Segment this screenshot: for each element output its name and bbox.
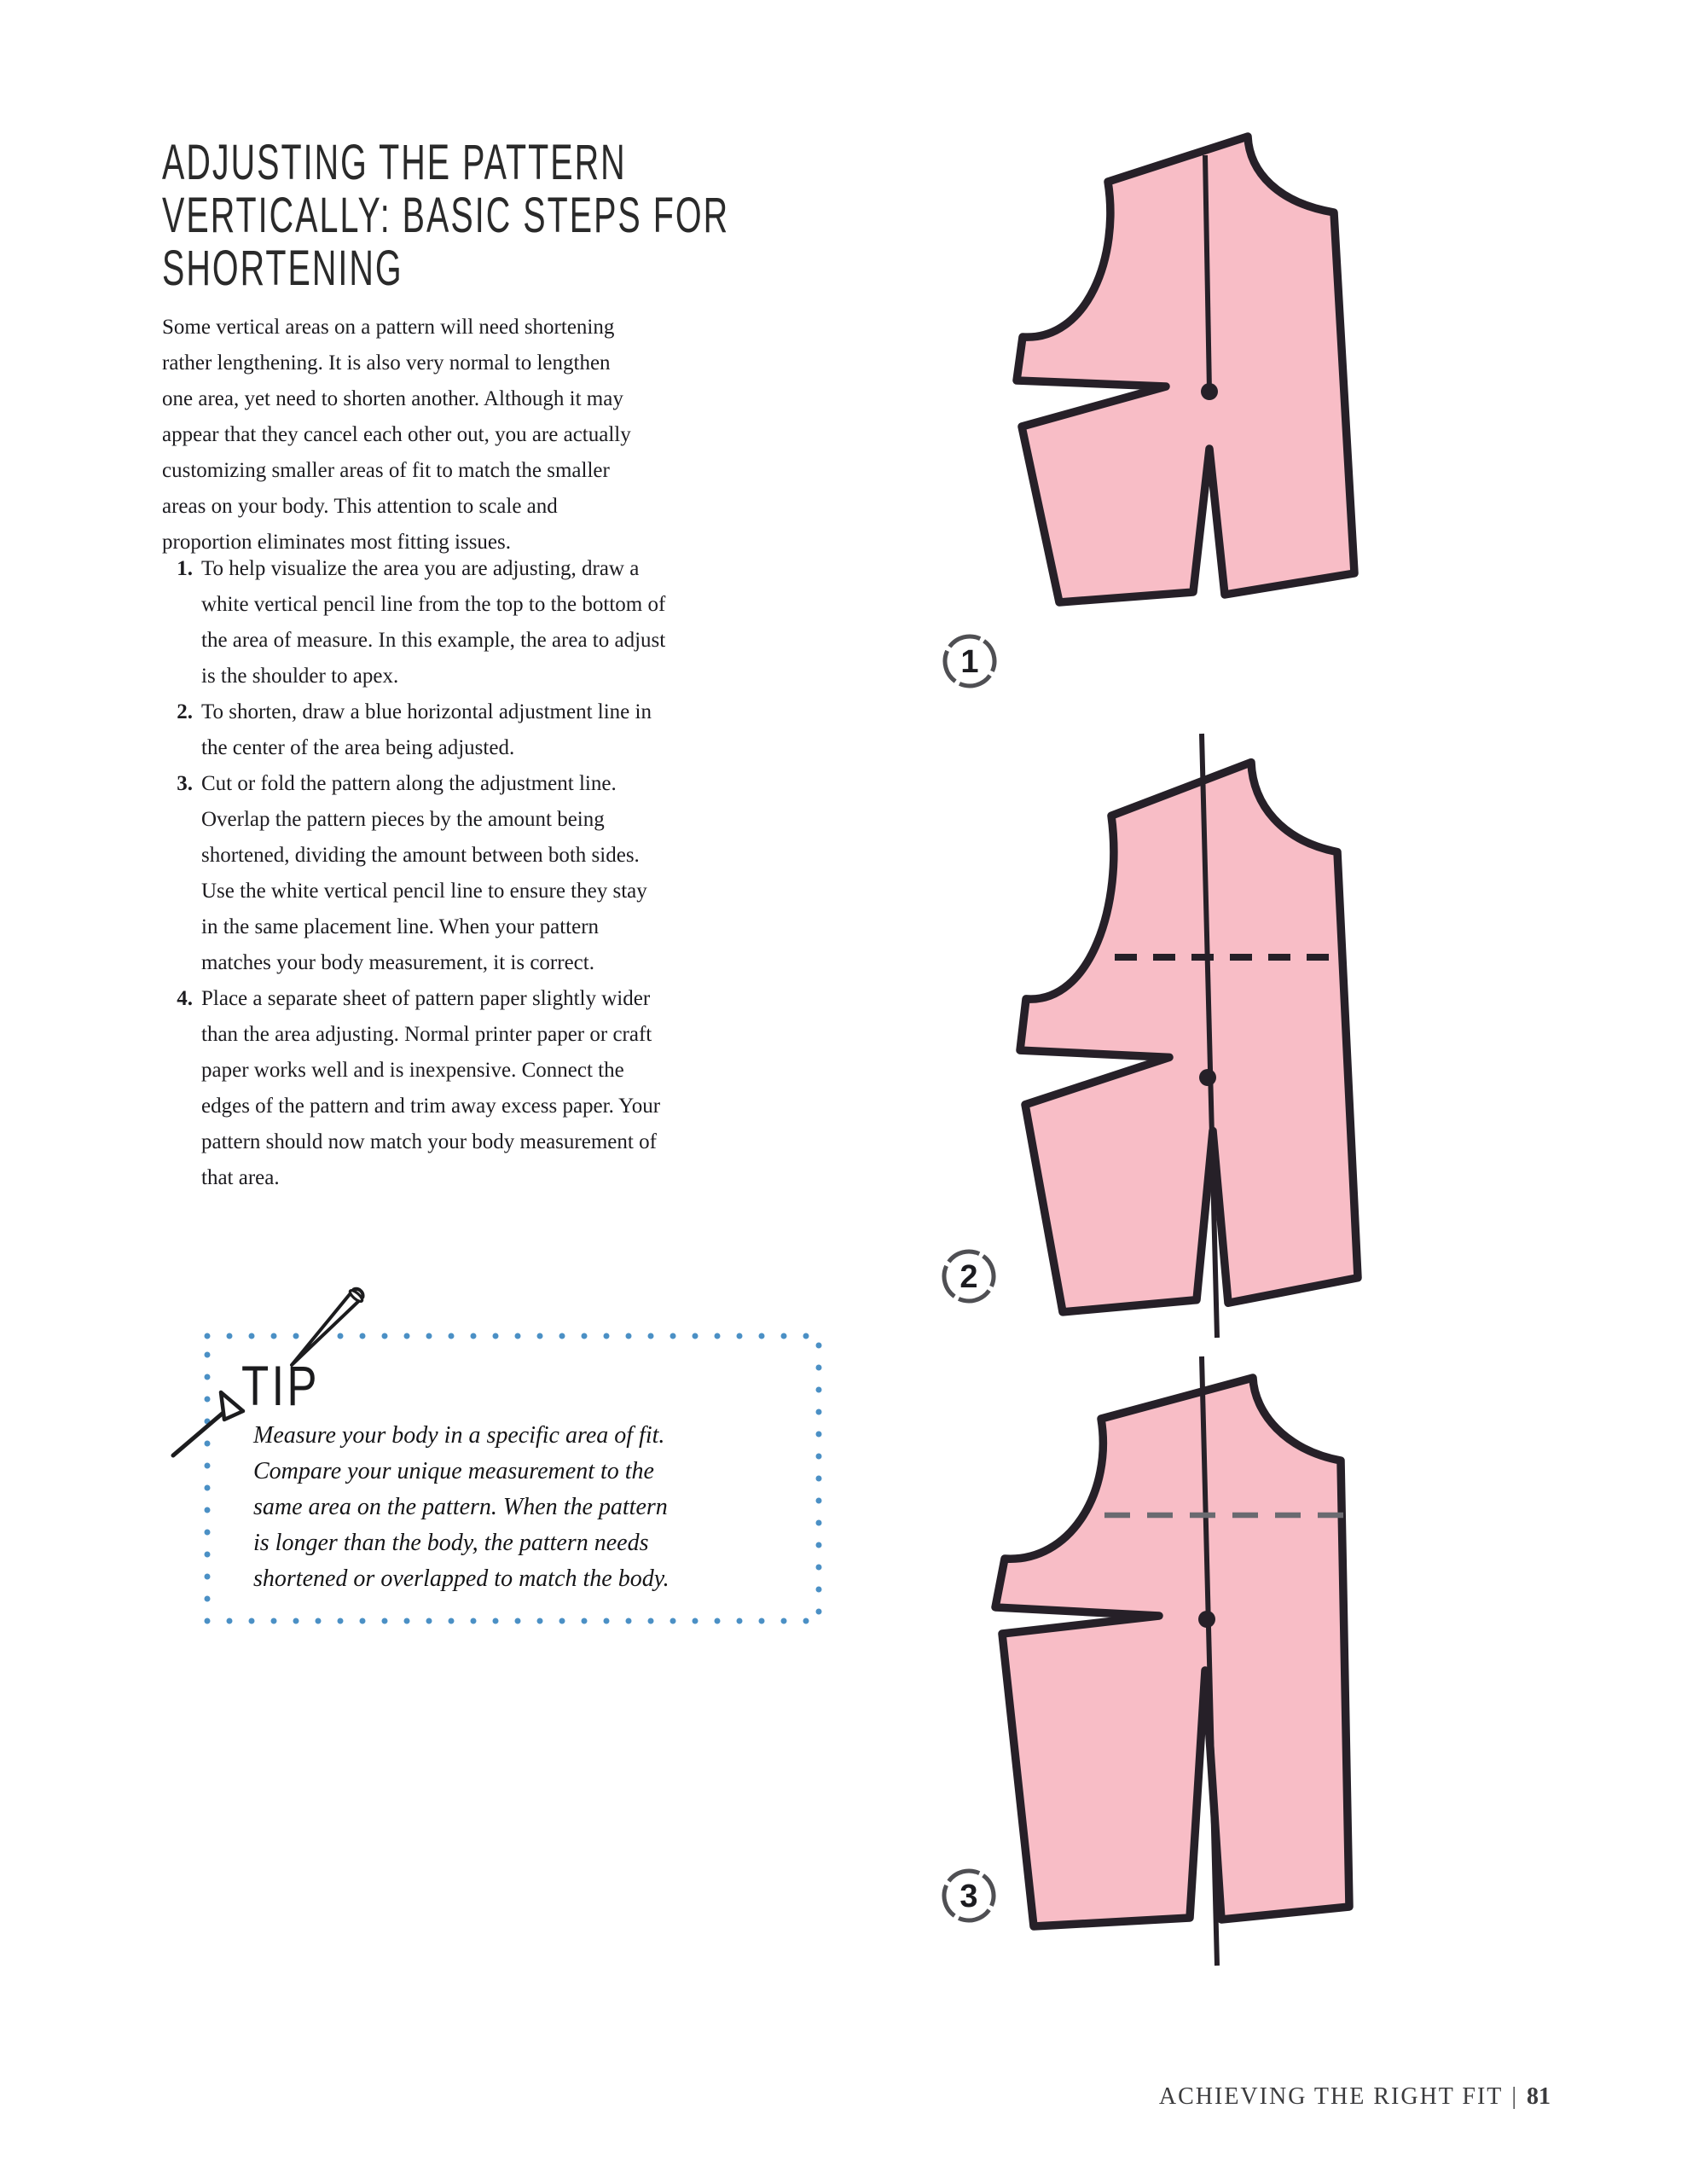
bodice-pattern-piece [1017,136,1354,602]
tip-box [200,1329,826,1628]
step-number: 2. [177,700,193,723]
figure-3-badge [940,1867,998,1925]
apex-point [1201,383,1218,400]
tip-text-line: is longer than the body, the pattern needs [253,1530,649,1556]
tip-text-line: Measure your body in a specific area of fit. [253,1422,665,1449]
page-title-line-1: ADJUSTING THE PATTERN [162,135,627,190]
apex-point [1199,1069,1216,1086]
pattern-figure-1 [917,119,1382,614]
figure-number: 2 [959,1259,978,1295]
step-item-4 [162,981,691,1196]
page-title [162,135,730,296]
page-footer [1159,2083,1551,2111]
figure-1-badge [941,632,999,690]
straight-pin-icon [165,1387,253,1476]
step-item-3 [162,766,691,981]
figure-number: 3 [959,1879,978,1914]
step-text: To shorten, draw a blue horizontal adjustment line in the center of the area being adjusted. [201,700,652,759]
step-text: Place a separate sheet of pattern paper slightly wider than the area adjusting. Normal printer paper or craft paper works well and is inexpensive. Connect the edges of the pattern and trim away excess paper. Your pattern should now match your body measurement of that area. [201,987,661,1189]
tip-text [253,1418,799,1597]
step-text: Cut or fold the pattern along the adjustment line. Overlap the pattern pieces by the amount being shortened, dividing the amount between both sides. Use the white vertical pencil line to ensure they stay in the same placement line. When your pattern matches your body measurement, it is correct. [201,772,647,974]
intro-paragraph: Some vertical areas on a pattern will need shortening rather lengthening. It is also very normal to lengthen one area, yet need to shorten another. Although it may appear that they cancel each other out, you are actually customizing smaller areas of fit to match the smaller areas on your body. This attention to scale and proportion eliminates most fitting issues. [162,316,631,554]
tip-text-line: same area on the pattern. When the pattern [253,1494,668,1520]
bodice-pattern-piece [995,1378,1349,1926]
step-text: To help visualize the area you are adjusting, draw a white vertical pencil line from the top to the bottom of the area of measure. In this example, the area to adjust is the shoulder to apex. [201,557,666,688]
figure-2-badge [940,1247,998,1305]
step-number: 1. [177,557,193,580]
steps-list [162,551,691,1196]
step-number: 3. [177,772,193,795]
footer-separator: | [1511,2083,1518,2110]
footer-page-number: 81 [1527,2083,1551,2110]
bodice-pattern-piece [1020,763,1358,1312]
apex-point [1198,1611,1215,1628]
step-item-2 [162,694,691,766]
page-title-line-2: VERTICALLY: BASIC STEPS FOR [162,188,730,243]
page-title-line-3: SHORTENING [162,241,403,296]
step-item-1 [162,551,691,694]
tip-text-line: Compare your unique measurement to the [253,1458,654,1484]
tip-label: TIP [241,1354,320,1417]
step-number: 4. [177,987,193,1010]
footer-section-title: ACHIEVING THE RIGHT FIT [1158,2083,1504,2110]
figure-number: 1 [960,644,979,680]
tip-text-line: shortened or overlapped to match the body. [253,1565,670,1592]
